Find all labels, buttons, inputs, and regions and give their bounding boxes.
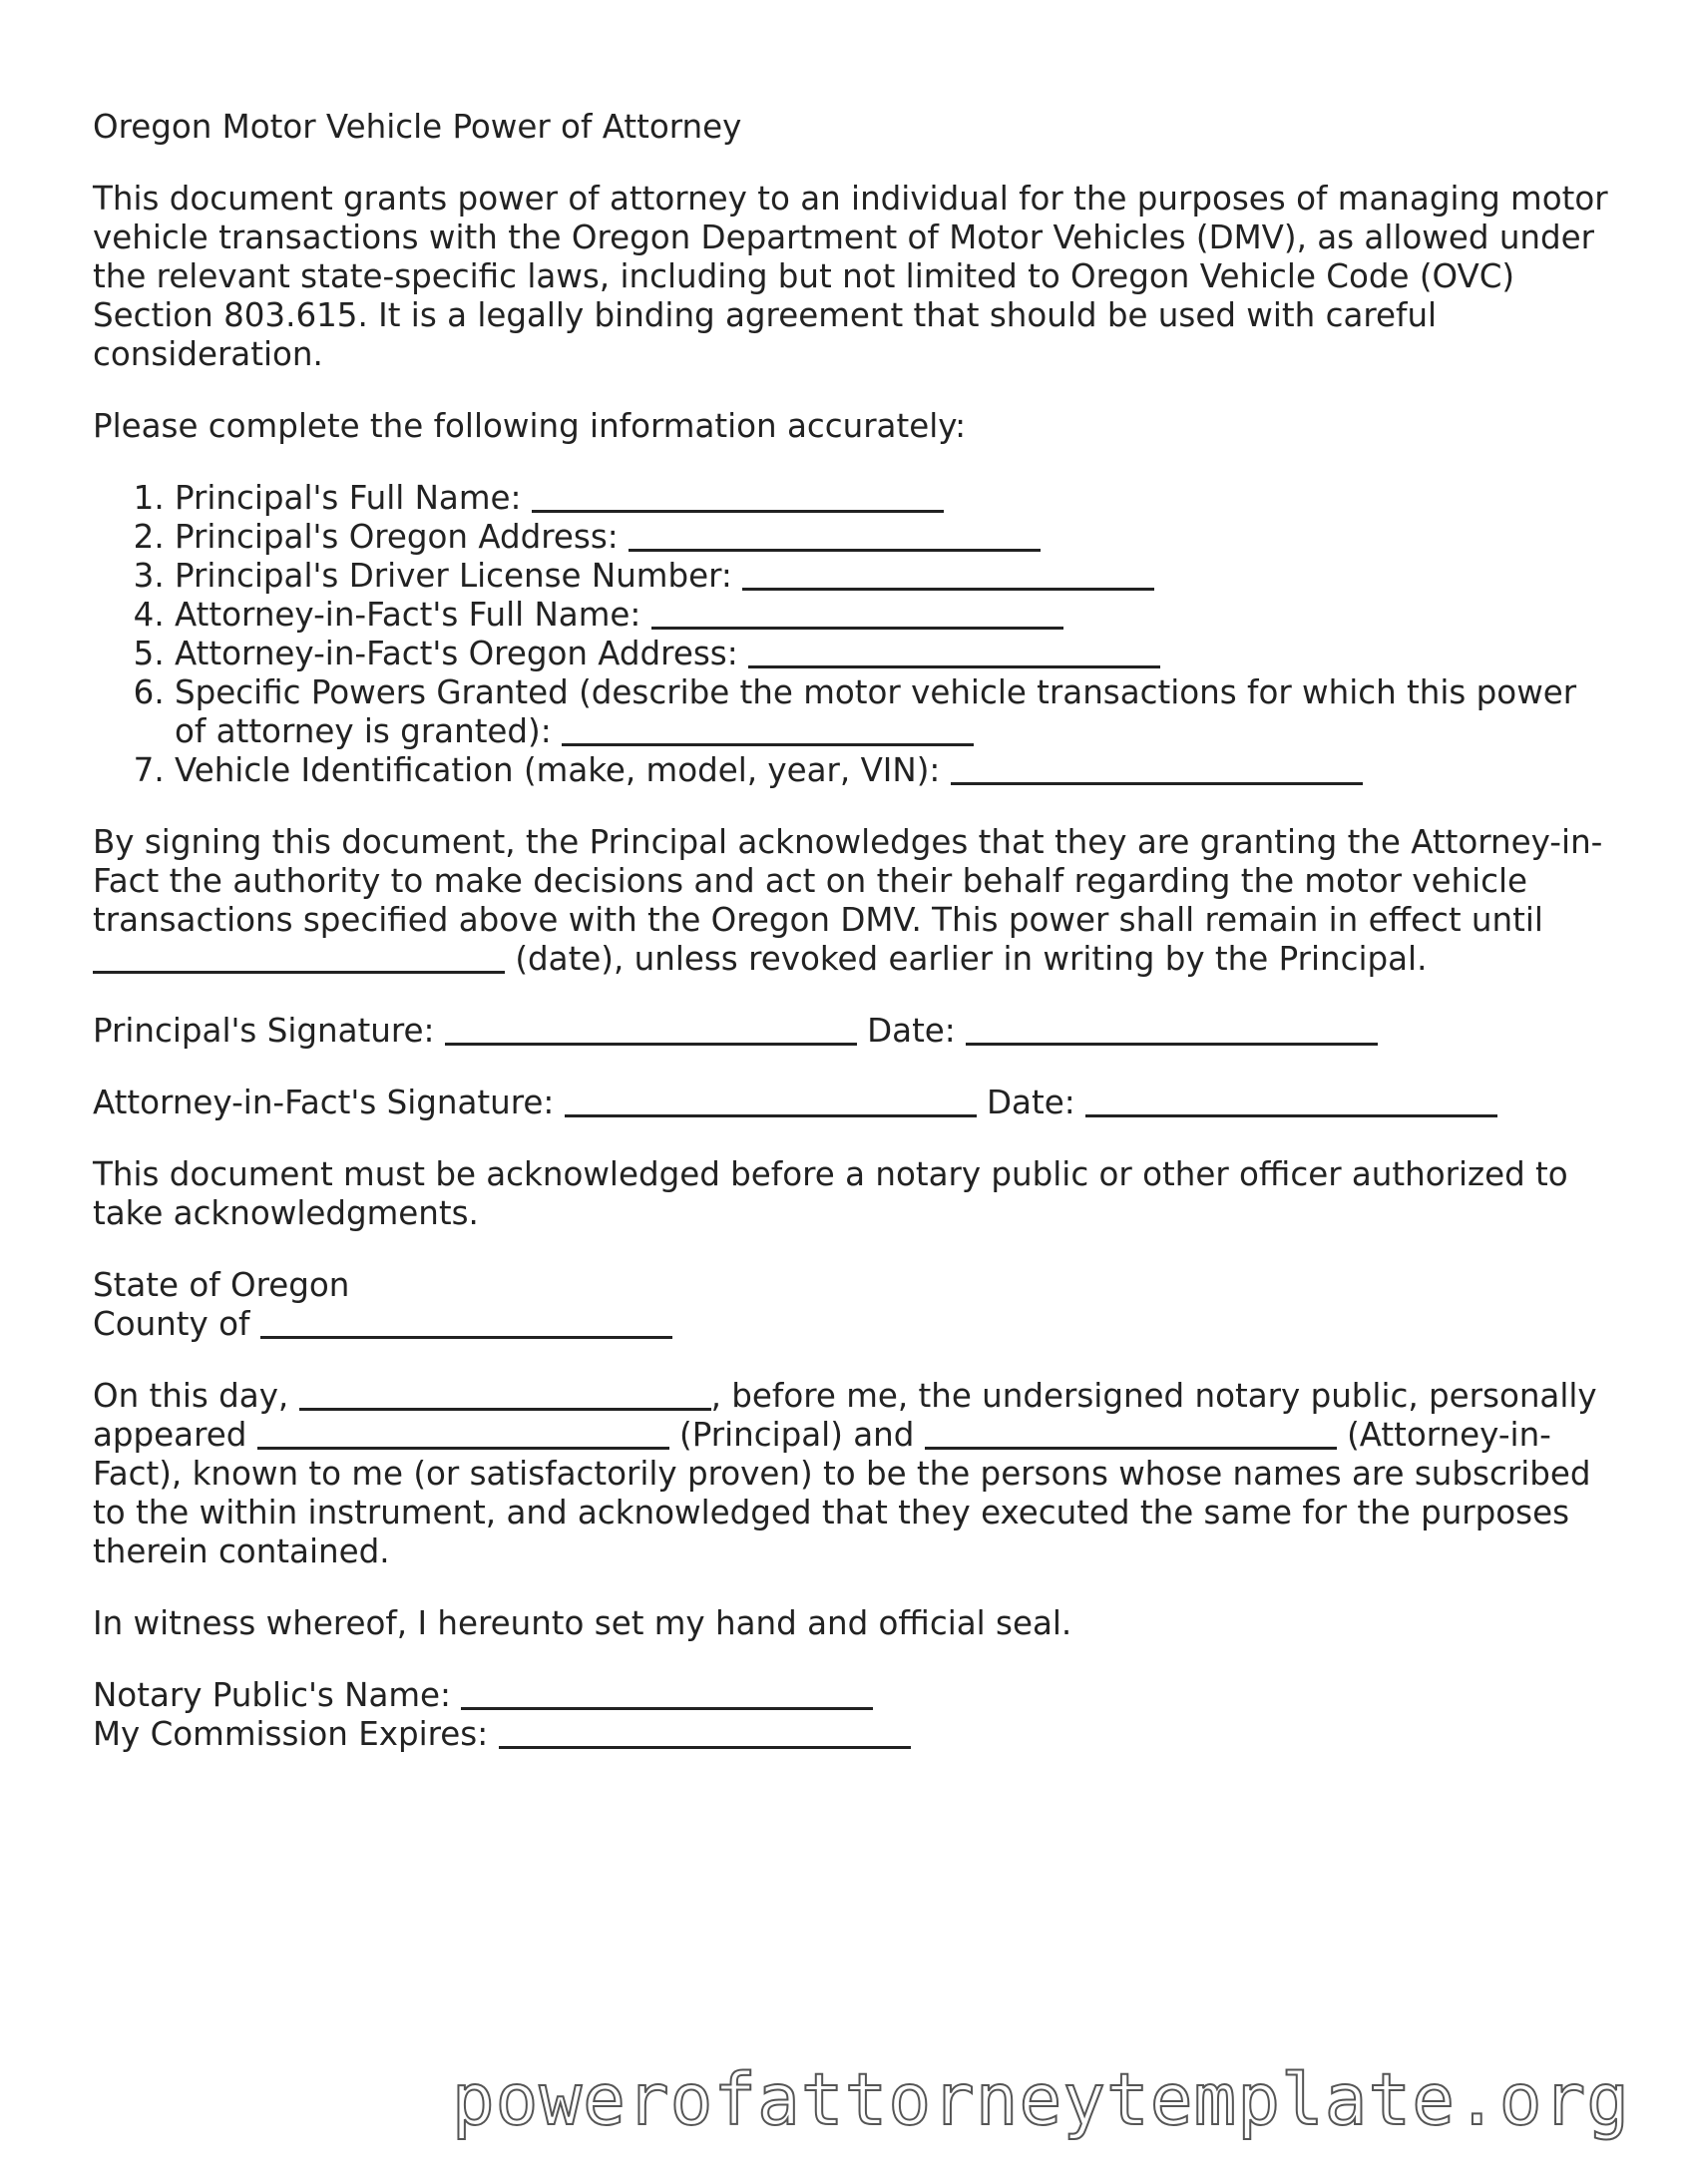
watermark-text: powerofattorneytemplate.org (451, 2058, 1630, 2141)
notary-block (93, 1676, 1609, 1754)
blank-line[interactable] (499, 1716, 911, 1749)
blank-line[interactable] (629, 519, 1041, 552)
blank-line[interactable] (257, 1417, 669, 1450)
blank-line[interactable] (532, 480, 944, 513)
blank-line[interactable] (1085, 1085, 1497, 1117)
field-principal-license (175, 557, 1609, 596)
field-list (93, 479, 1609, 790)
blank-line[interactable] (299, 1378, 711, 1411)
authority-paragraph (93, 823, 1609, 979)
principal-signature-line (93, 1012, 1609, 1051)
venue-block (93, 1266, 1609, 1344)
blank-line[interactable] (966, 1013, 1378, 1046)
ack-text: On this day, (93, 1377, 289, 1415)
field-attorney-name (175, 596, 1609, 635)
field-specific-powers (175, 673, 1609, 751)
authority-text: By signing this document, the Principal acknowledges that they are granting the Attorney-in-Fact the authority to make decisions and act on their behalf regarding the motor vehicle transactions specified above with the Oregon DMV. This power shall remain in effect until (93, 823, 1603, 939)
ack-text: , before me, the undersigned notary public, personally appeared (93, 1377, 1597, 1454)
state-line: State of Oregon (93, 1266, 350, 1304)
blank-line[interactable] (748, 636, 1160, 668)
blank-line[interactable] (925, 1417, 1337, 1450)
attorney-signature-label: Attorney-in-Fact's Signature: (93, 1084, 555, 1121)
commission-label: My Commission Expires: (93, 1715, 489, 1753)
field-principal-name (175, 479, 1609, 518)
attorney-signature-line (93, 1084, 1609, 1122)
principal-signature-label: Principal's Signature: (93, 1012, 435, 1050)
blank-line[interactable] (565, 1085, 977, 1117)
blank-line[interactable] (742, 558, 1154, 591)
instruction-text: Please complete the following information accurately: (93, 407, 967, 445)
document-title: Oregon Motor Vehicle Power of Attorney (93, 108, 742, 146)
county-label: County of (93, 1305, 250, 1343)
blank-line[interactable] (951, 752, 1363, 785)
authority-suffix: (date), unless revoked earlier in writing by the Principal. (515, 940, 1428, 978)
blank-line[interactable] (562, 713, 974, 746)
blank-line[interactable] (445, 1013, 857, 1046)
blank-line[interactable] (260, 1306, 672, 1339)
field-attorney-address (175, 635, 1609, 673)
field-vehicle-identification (175, 751, 1609, 790)
witness-paragraph: In witness whereof, I hereunto set my hand and official seal. (93, 1604, 1072, 1642)
field-label: Principal's Driver License Number: (175, 557, 732, 595)
field-label: Principal's Oregon Address: (175, 518, 619, 556)
field-label: Attorney-in-Fact's Full Name: (175, 596, 641, 634)
field-label: Specific Powers Granted (describe the motor vehicle transactions for which this power of attorney is granted): (175, 673, 1577, 750)
blank-line[interactable] (461, 1677, 873, 1710)
commission-line (93, 1715, 1609, 1754)
intro-paragraph: This document grants power of attorney to an individual for the purposes of managing motor vehicle transactions with the Oregon Department of Motor Vehicles (DMV), as allowed under the relevant state-specific laws, including but not limited to Oregon Vehicle Code (OVC) Section 803.615. It is a legally binding agreement that should be used with careful consideration. (93, 180, 1608, 373)
notary-name-label: Notary Public's Name: (93, 1676, 451, 1714)
notary-requirement: This document must be acknowledged before a notary public or other officer authorized to take acknowledgments. (93, 1155, 1568, 1232)
blank-line[interactable] (93, 941, 505, 974)
date-label: Date: (987, 1084, 1075, 1121)
ack-text: (Principal) and (679, 1416, 915, 1454)
county-line (93, 1305, 1609, 1344)
field-label: Attorney-in-Fact's Oregon Address: (175, 635, 738, 672)
document-body (93, 108, 1609, 1787)
field-label: Vehicle Identification (make, model, year, VIN): (175, 751, 941, 789)
field-principal-address (175, 518, 1609, 557)
acknowledgment-paragraph (93, 1377, 1609, 1571)
ack-text: (Attorney-in-Fact), known to me (or satisfactorily proven) to be the persons whose names are subscribed to the within instrument, and acknowledged that they executed the same for the purposes therein contained. (93, 1416, 1591, 1570)
date-label: Date: (867, 1012, 956, 1050)
notary-name-line (93, 1676, 1609, 1715)
field-label: Principal's Full Name: (175, 479, 522, 517)
blank-line[interactable] (651, 597, 1063, 630)
